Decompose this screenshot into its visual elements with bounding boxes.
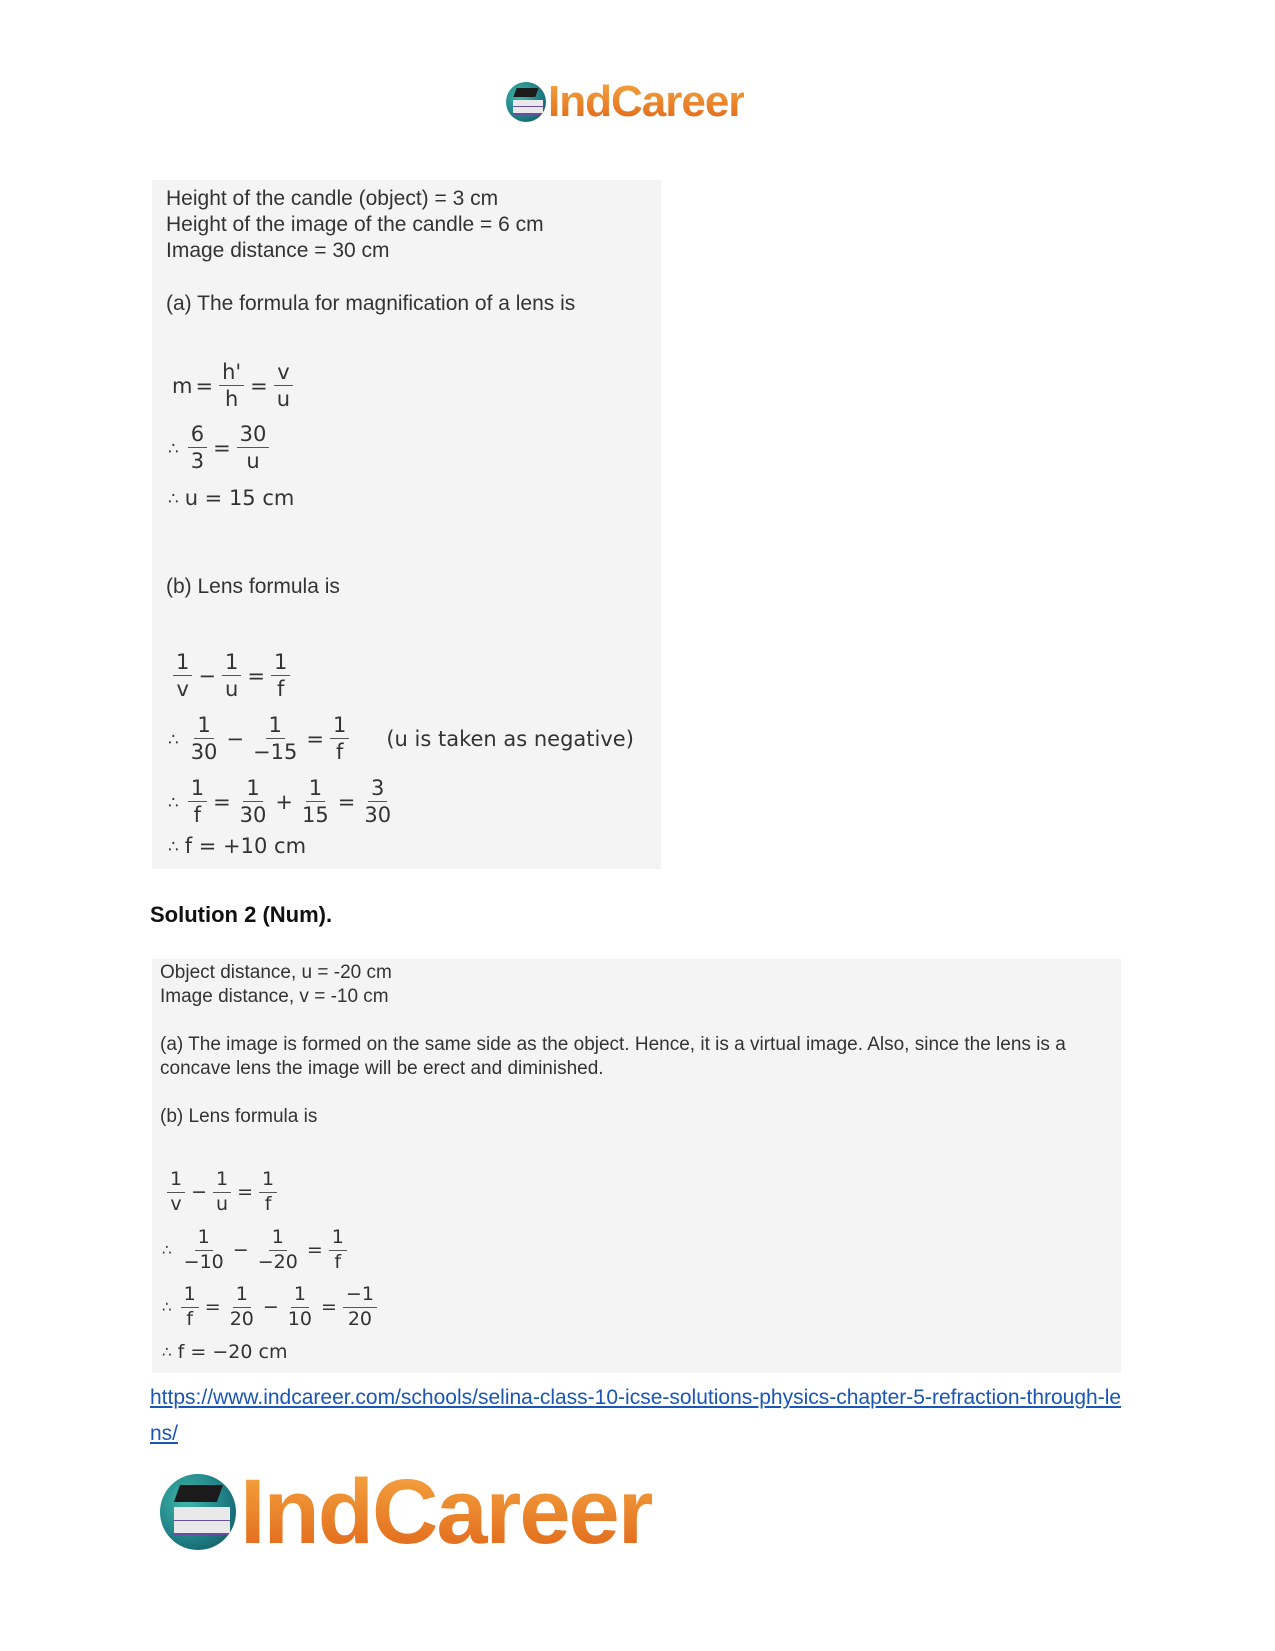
denominator: 10	[287, 1307, 312, 1330]
lens-formula	[164, 1169, 280, 1216]
magnification-substitution	[168, 422, 272, 473]
globe-book-icon	[506, 82, 546, 122]
part-a-heading: (a) The formula for magnification of a lens is	[166, 292, 576, 315]
fraction	[188, 422, 207, 473]
denominator: 30	[190, 740, 218, 765]
symbol: m	[172, 373, 193, 398]
lens-substitution	[168, 713, 634, 764]
magnification-result	[168, 486, 294, 510]
denominator: 20	[229, 1307, 254, 1330]
therefore-symbol: ∴	[168, 836, 179, 856]
equals: =	[247, 663, 265, 688]
equals: =	[237, 1181, 254, 1204]
given-line: Height of the image of the candle = 6 cm	[166, 213, 544, 236]
numerator: h'	[219, 360, 244, 386]
result: u = 15 cm	[184, 486, 295, 510]
numerator: 1	[213, 1169, 231, 1193]
lens-result	[162, 1341, 287, 1363]
result: f = −20 cm	[177, 1341, 288, 1363]
therefore-symbol: ∴	[168, 791, 179, 812]
denominator: 20	[347, 1307, 372, 1330]
given-line: Image distance = 30 cm	[166, 239, 390, 262]
equals: =	[250, 373, 268, 398]
denominator: −10	[183, 1250, 224, 1273]
solution-1-panel	[152, 180, 661, 869]
result: f = +10 cm	[184, 834, 307, 858]
given-line: Object distance, u = -20 cm	[160, 962, 392, 983]
fraction	[237, 776, 270, 827]
denominator: v	[176, 677, 189, 702]
denominator: f	[264, 1192, 272, 1215]
denominator: 30	[364, 803, 392, 828]
minus: −	[226, 726, 245, 751]
plus: +	[275, 789, 294, 814]
minus: −	[191, 1181, 208, 1204]
part-a-text: concave lens the image will be erect and diminished.	[160, 1058, 604, 1079]
logo-text: IndCareer	[548, 77, 745, 126]
denominator: 15	[302, 803, 329, 828]
denominator: 30	[239, 803, 267, 828]
equals: =	[195, 373, 214, 398]
minus: −	[198, 663, 216, 688]
fraction	[227, 1284, 257, 1331]
denominator: v	[170, 1192, 182, 1215]
fraction	[237, 422, 270, 473]
given-line: Image distance, v = -10 cm	[160, 986, 389, 1007]
fraction	[285, 1284, 315, 1331]
therefore-symbol: ∴	[168, 437, 179, 458]
denominator: −20	[257, 1250, 298, 1273]
fraction	[329, 1227, 347, 1274]
numerator: 1	[195, 1227, 213, 1251]
part-b-heading: (b) Lens formula is	[160, 1106, 318, 1127]
given-line: Height of the candle (object) = 3 cm	[166, 187, 499, 210]
numerator: 1	[243, 776, 262, 802]
therefore-symbol: ∴	[162, 1343, 172, 1361]
solution-2-heading: Solution 2 (Num).	[150, 902, 333, 927]
lens-substitution	[162, 1227, 350, 1274]
denominator: f	[276, 677, 285, 702]
therefore-symbol: ∴	[162, 1241, 172, 1260]
minus: −	[232, 1239, 249, 1262]
equals: =	[306, 1239, 323, 1262]
equals: =	[337, 789, 356, 814]
denominator: f	[335, 740, 344, 765]
numerator: 30	[237, 422, 270, 448]
fraction	[222, 650, 241, 701]
lens-result	[168, 834, 306, 858]
denominator: h	[224, 387, 239, 412]
fraction	[188, 713, 221, 764]
fraction	[330, 713, 349, 764]
lens-formula	[170, 650, 293, 701]
fraction	[188, 776, 207, 827]
numerator: 1	[330, 713, 349, 739]
numerator: 1	[233, 1284, 251, 1308]
denominator: u	[276, 387, 291, 412]
fraction	[255, 1227, 301, 1274]
equals: =	[213, 789, 231, 814]
equals: =	[213, 435, 231, 460]
logo-text: IndCareer	[240, 1461, 652, 1563]
denominator: u	[225, 677, 239, 702]
denominator: u	[246, 449, 260, 474]
numerator: 1	[266, 713, 285, 739]
denominator: u	[216, 1192, 229, 1215]
part-b-heading: (b) Lens formula is	[166, 575, 340, 598]
denominator: −15	[253, 740, 298, 765]
fraction	[213, 1169, 231, 1216]
numerator: 6	[188, 422, 207, 448]
globe-book-icon	[160, 1474, 236, 1550]
numerator: −1	[343, 1284, 377, 1308]
lens-solving	[162, 1284, 380, 1331]
indcareer-logo-bottom	[160, 1461, 652, 1563]
denominator: f	[334, 1250, 342, 1273]
fraction	[181, 1227, 227, 1274]
equals: =	[204, 1296, 221, 1319]
magnification-formula	[172, 360, 296, 411]
therefore-symbol: ∴	[168, 488, 179, 508]
fraction	[361, 776, 394, 827]
fraction	[274, 360, 293, 411]
fraction	[167, 1169, 185, 1216]
numerator: 1	[173, 650, 192, 676]
numerator: 1	[269, 1227, 287, 1251]
solution-2-panel	[152, 959, 1121, 1373]
numerator: v	[274, 360, 292, 386]
source-link[interactable]: https://www.indcareer.com/schools/selina-class-10-icse-solutions-physics-chapter-5-refraction-through-lens/	[150, 1386, 1122, 1445]
numerator: 1	[329, 1227, 347, 1251]
therefore-symbol: ∴	[168, 728, 179, 749]
numerator: 1	[271, 650, 290, 676]
fraction	[173, 650, 192, 701]
numerator: 1	[167, 1169, 185, 1193]
numerator: 1	[259, 1169, 277, 1193]
numerator: 1	[222, 650, 241, 676]
equals: =	[320, 1296, 337, 1319]
indcareer-logo-top	[506, 77, 745, 126]
numerator: 1	[194, 713, 213, 739]
fraction	[343, 1284, 377, 1331]
numerator: 3	[368, 776, 387, 802]
fraction	[271, 650, 290, 701]
denominator: f	[186, 1307, 194, 1330]
denominator: 3	[190, 449, 205, 474]
numerator: 1	[181, 1284, 199, 1308]
minus: −	[262, 1296, 279, 1319]
fraction	[299, 776, 332, 827]
fraction	[250, 713, 300, 764]
sign-convention-note: (u is taken as negative)	[386, 726, 634, 751]
denominator: f	[193, 803, 202, 828]
equals: =	[306, 726, 324, 751]
fraction	[181, 1284, 199, 1331]
fraction	[259, 1169, 277, 1216]
numerator: 1	[306, 776, 325, 802]
fraction	[219, 360, 244, 411]
lens-solving	[168, 776, 397, 827]
part-a-text: (a) The image is formed on the same side as the object. Hence, it is a virtual image. Also, since the lens is a	[160, 1034, 1066, 1055]
numerator: 1	[291, 1284, 309, 1308]
therefore-symbol: ∴	[162, 1298, 172, 1317]
numerator: 1	[188, 776, 207, 802]
